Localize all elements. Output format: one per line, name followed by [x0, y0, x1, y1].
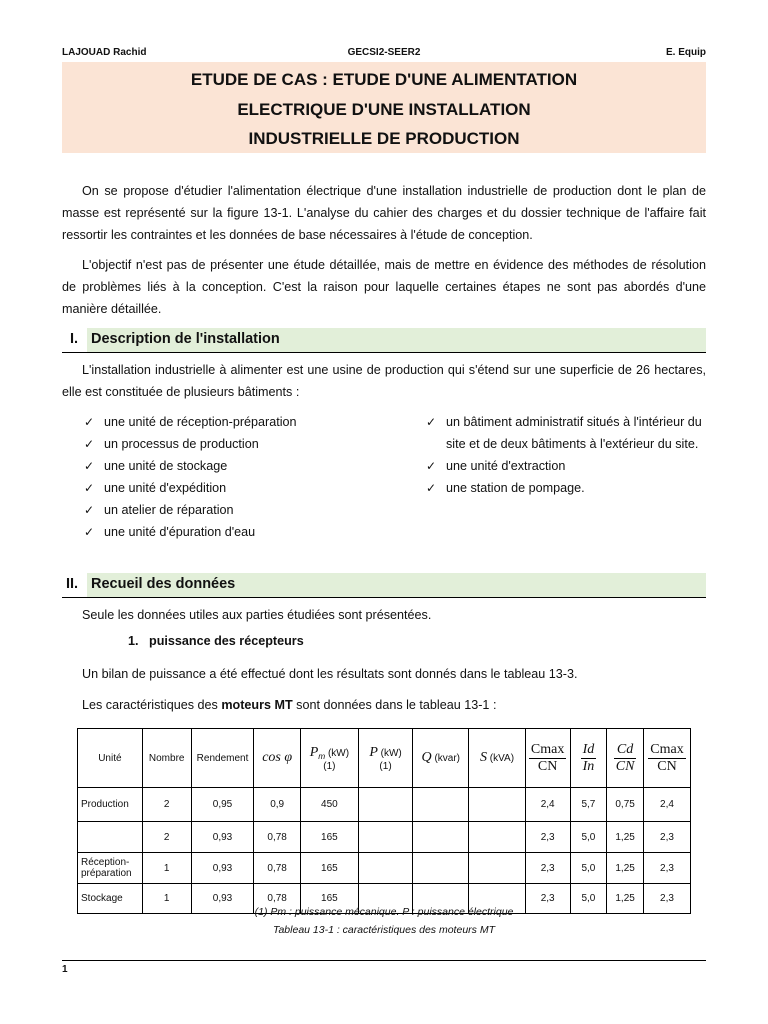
table-row: [78, 853, 691, 884]
cell-idin: 5,7: [570, 788, 607, 822]
cell-idin: 5,0: [570, 822, 607, 853]
subsection-1-number: 1.: [128, 634, 139, 648]
cell-c1: 2,3: [525, 853, 570, 884]
page-header: [62, 46, 706, 63]
q-unit: (kvar): [434, 753, 461, 764]
cmax-cn2-top: Cmax: [650, 741, 684, 757]
header-cmax-cn-2: [643, 729, 690, 788]
section-1-number: I.: [70, 331, 79, 347]
motor-characteristics-table: [77, 728, 691, 914]
checkmark-icon: ✓: [84, 437, 95, 451]
header-cd-cn: [607, 729, 644, 788]
header-author: LAJOUAD Rachid: [62, 47, 147, 58]
cell-s: [469, 853, 525, 884]
cell-unit: Stockage: [78, 884, 143, 914]
p-note: (1): [379, 760, 392, 772]
header-q: [413, 729, 469, 788]
table-body: [78, 788, 691, 914]
cd-cn-bottom: CN: [615, 758, 635, 774]
cell-rendement: 0,93: [191, 853, 254, 884]
intro-paragraph-2: L'objectif n'est pas de présenter une étude détaillée, mais de mettre en évidence des méthodes de résolution de problèmes liés à la conception. C'est la raison pour laquelle certaines étapes ne sont pas abordés d'une manière détaillée.: [62, 258, 706, 316]
cell-q: [413, 822, 469, 853]
motor-characteristics-intro: [82, 694, 706, 716]
header-cmax-cn: [525, 729, 570, 788]
cell-idin: 5,0: [570, 853, 607, 884]
cell-pm: 450: [300, 788, 358, 822]
p-symbol: P: [369, 744, 378, 760]
cd-cn-top: Cd: [614, 742, 637, 759]
section-1-heading: [62, 328, 706, 353]
cell-cdcn: 0,75: [607, 788, 644, 822]
checkmark-icon: ✓: [84, 503, 95, 517]
cell-c2: 2,3: [643, 853, 690, 884]
table-note: (1) Pm : puissance mécanique. P : puissance électrique: [254, 906, 514, 918]
cell-nombre: 1: [142, 853, 191, 884]
cell-p: [358, 853, 412, 884]
cell-c1: 2,4: [525, 788, 570, 822]
cell-c1: 2,3: [525, 822, 570, 853]
cell-cdcn: 1,25: [607, 884, 644, 914]
cell-c2: 2,3: [643, 884, 690, 914]
section-2-heading: [62, 573, 706, 598]
cmax-cn-bottom: CN: [537, 758, 558, 774]
cell-c1: 2,3: [525, 884, 570, 914]
cell-c2: 2,4: [643, 788, 690, 822]
cell-c2: 2,3: [643, 822, 690, 853]
list-item-text: un atelier de réparation: [104, 503, 234, 517]
list-item: [424, 411, 708, 455]
cell-s: [469, 822, 525, 853]
pm-subscript: m: [318, 750, 326, 761]
cell-unit: [78, 822, 143, 853]
title-line-3: INDUSTRIELLE DE PRODUCTION: [248, 129, 520, 148]
cell-cos: 0,78: [254, 853, 300, 884]
cell-s: [469, 788, 525, 822]
list-item-text: une unité d'épuration d'eau: [104, 525, 256, 539]
cell-pm: 165: [300, 853, 358, 884]
cell-rendement: 0,93: [191, 884, 254, 914]
carac-prefix: Les caractéristiques des: [82, 698, 222, 712]
table-header-row: [78, 729, 691, 788]
cell-nombre: 2: [142, 822, 191, 853]
cell-cdcn: 1,25: [607, 822, 644, 853]
header-cos-phi: cos φ: [254, 729, 300, 788]
checkmark-icon: ✓: [84, 415, 95, 429]
cmax-cn2-bottom: CN: [657, 758, 677, 774]
list-item-text: un bâtiment administratif situés à l'intérieur du site et de deux bâtiments à l'extérieur du site.: [446, 415, 702, 451]
list-item-text: une station de pompage.: [446, 481, 585, 495]
cell-idin: 5,0: [570, 884, 607, 914]
pm-unit: (kW): [327, 747, 350, 759]
header-subject: E. Equip: [666, 47, 706, 58]
checkmark-icon: ✓: [426, 459, 437, 473]
cell-nombre: 1: [142, 884, 191, 914]
cell-p: [358, 822, 412, 853]
checkmark-icon: ✓: [84, 481, 95, 495]
header-unit: Unité: [78, 729, 143, 788]
table-caption: Tableau 13-1 : caractéristiques des moteurs MT: [273, 924, 495, 936]
cell-cos: 0,78: [254, 884, 300, 914]
list-item: [424, 477, 708, 499]
carac-suffix: sont données dans le tableau 13-1 :: [292, 698, 497, 712]
header-id-in: [570, 729, 607, 788]
cell-cdcn: 1,25: [607, 853, 644, 884]
cell-p: [358, 788, 412, 822]
pm-note: (1): [323, 760, 336, 772]
header-s: [469, 729, 525, 788]
cell-pm: 165: [300, 884, 358, 914]
header-rendement: Rendement: [191, 729, 254, 788]
section-1-text: L'installation industrielle à alimenter est une usine de production qui s'étend sur une superficie de 26 hectares, elle est constituée de plusieurs bâtiments :: [62, 363, 706, 399]
list-item: [82, 521, 402, 543]
pm-symbol: P: [309, 744, 319, 760]
header-course: GECSI2-SEER2: [347, 47, 421, 58]
cell-unit: Réception-préparation: [78, 853, 143, 884]
title-box: [62, 62, 706, 153]
list-item: [82, 499, 402, 521]
section-2-intro: Seule les données utiles aux parties étudiées sont présentées.: [82, 608, 432, 622]
s-symbol: S: [480, 750, 488, 765]
title-line-2: ELECTRIQUE D'UNE INSTALLATION: [237, 99, 531, 119]
list-item: [82, 455, 402, 477]
cell-cos: 0,78: [254, 822, 300, 853]
carac-bold: moteurs MT: [221, 698, 293, 712]
title-line-1: ETUDE DE CAS : ETUDE D'UNE ALIMENTATION: [190, 70, 578, 89]
page-number: 1: [62, 964, 68, 975]
list-item-text: une unité de réception-préparation: [104, 415, 297, 429]
checkmark-icon: ✓: [84, 459, 95, 473]
checkmark-icon: ✓: [84, 525, 95, 539]
q-symbol: Q: [421, 750, 432, 765]
p-unit: (kW): [380, 747, 402, 759]
subsection-1-title: puissance des récepteurs: [149, 634, 304, 648]
table-row: [78, 822, 691, 853]
building-list-right: [424, 411, 708, 499]
intro-paragraph-1: On se propose d'étudier l'alimentation électrique d'une installation industrielle de production dont le plan de masse est représenté sur la figure 13-1. L'analyse du cahier des charges et du dossier technique de l'affaire fait ressortir les contraintes et les données de base nécessaires à l'étude de conception.: [62, 184, 706, 242]
table-row: [78, 788, 691, 822]
id-in-top: Id: [582, 741, 595, 757]
list-item-text: une unité d'extraction: [446, 459, 566, 473]
s-unit: (kVA): [489, 753, 515, 764]
list-item: [424, 455, 708, 477]
cell-q: [413, 788, 469, 822]
cell-pm: 165: [300, 822, 358, 853]
header-pm: [300, 729, 358, 788]
cell-unit: Production: [78, 788, 143, 822]
id-in-bottom: In: [582, 758, 595, 774]
list-item-text: un processus de production: [104, 437, 259, 451]
power-balance-text: Un bilan de puissance a été effectué dont les résultats sont donnés dans le tableau 13-3.: [82, 667, 578, 681]
section-2-title: Recueil des données: [91, 576, 236, 592]
footer-rule: [62, 960, 706, 961]
list-item-text: une unité de stockage: [104, 459, 228, 473]
cell-rendement: 0,93: [191, 822, 254, 853]
list-item: [82, 477, 402, 499]
list-item-text: une unité d'expédition: [104, 481, 227, 495]
cell-cos: 0,9: [254, 788, 300, 822]
cell-rendement: 0,95: [191, 788, 254, 822]
cell-q: [413, 853, 469, 884]
section-2-number: II.: [66, 576, 79, 592]
header-nombre: Nombre: [142, 729, 191, 788]
cmax-cn-top: Cmax: [530, 741, 565, 757]
building-list-left: [82, 411, 402, 543]
header-p: [358, 729, 412, 788]
list-item: [82, 433, 402, 455]
cell-nombre: 2: [142, 788, 191, 822]
checkmark-icon: ✓: [426, 415, 437, 429]
list-item: [82, 411, 402, 433]
section-1-title: Description de l'installation: [91, 331, 280, 347]
checkmark-icon: ✓: [426, 481, 437, 495]
